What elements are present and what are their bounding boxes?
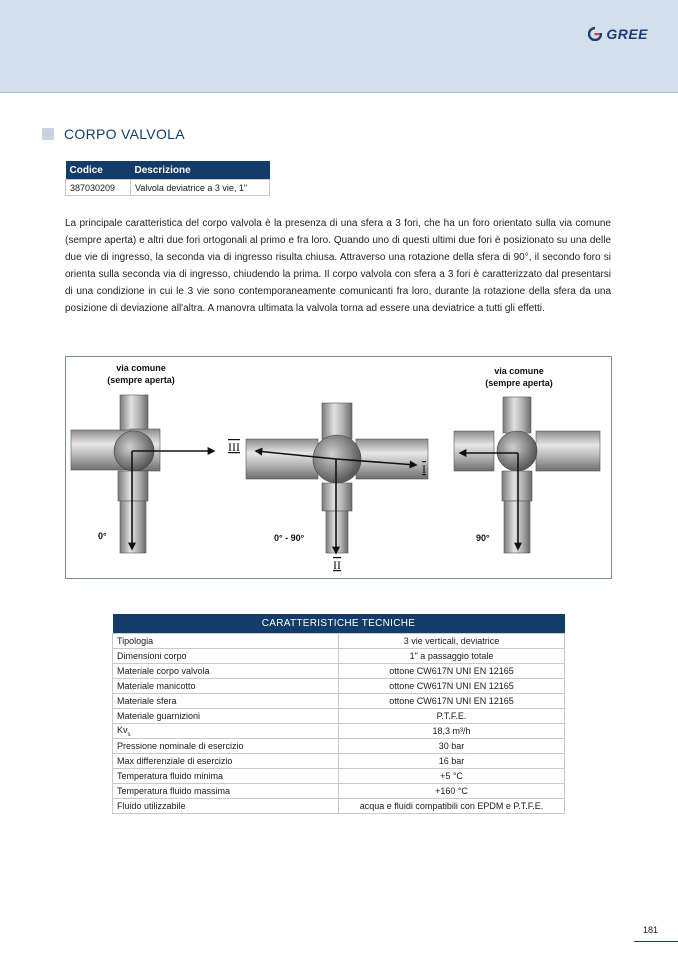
angle-right-label: 90° <box>476 533 490 543</box>
table-row <box>113 799 565 814</box>
spec-label: Materiale guarnizioni <box>113 709 339 724</box>
section-bullet <box>42 128 54 140</box>
code-cell: 387030209 <box>66 180 131 196</box>
code-header: Codice <box>66 161 131 180</box>
right-label-line2: (sempre aperta) <box>485 378 553 388</box>
port-label-right: I <box>422 462 426 476</box>
description-header: Descrizione <box>131 161 270 180</box>
page-number-rule <box>634 941 678 942</box>
spec-value: +160 °C <box>339 784 565 799</box>
brand-name: GREE <box>606 26 648 42</box>
table-row <box>66 180 270 196</box>
tech-table-header <box>113 614 565 634</box>
spec-label: Pressione nominale di esercizio <box>113 739 339 754</box>
spec-value: ottone CW617N UNI EN 12165 <box>339 679 565 694</box>
description-cell: Valvola deviatrice a 3 vie, 1" <box>131 180 270 196</box>
valve-diagram-drawing <box>66 357 611 578</box>
right-label-line1: via comune <box>494 366 544 376</box>
spec-value: acqua e fluidi compatibili con EPDM e P.T.F.E. <box>339 799 565 814</box>
table-row <box>113 739 565 754</box>
spec-value: ottone CW617N UNI EN 12165 <box>339 694 565 709</box>
spec-label: Max differenziale di esercizio <box>113 754 339 769</box>
angle-left-label: 0° <box>98 531 107 541</box>
gree-logo-icon <box>588 27 602 41</box>
section-title: CORPO VALVOLA <box>64 126 185 142</box>
left-label-line2: (sempre aperta) <box>107 375 175 385</box>
valve-right <box>454 397 600 553</box>
table-row <box>113 649 565 664</box>
table-row <box>113 709 565 724</box>
body-paragraph: La principale caratteristica del corpo valvola è la presenza di una sfera a 3 fori, che ha un foro orientato sulla via comune (sempre aperta) e altri due fori ortogonali al primo e fra loro. Quando uno di questi ultimi due fori è posizionato su una delle due vie di ingresso, la seconda via di ingresso risulta chiusa. Attraverso una rotazione della sfera di 90°, il secondo foro si orienta sulla seconda via di ingresso, chiudendo la prima. Il corpo valvola con sfera a 3 fori è caratterizzato dal presentarsi di una condizione in cui le 3 vie sono contemporaneamente comunicanti fra loro, durante la rotazione della sfera da una posizione di deviazione all'altra. A manovra ultimata la valvola torna ad essere una deviatrice a tutti gli effetti. <box>65 218 611 314</box>
code-table-header <box>66 161 270 180</box>
spec-label: Materiale sfera <box>113 694 339 709</box>
tech-table-title: CARATTERISTICHE TECNICHE <box>113 614 565 634</box>
table-row <box>113 694 565 709</box>
code-table <box>65 161 270 196</box>
valve-middle <box>246 403 428 553</box>
spec-value: P.T.F.E. <box>339 709 565 724</box>
spec-value: 16 bar <box>339 754 565 769</box>
spec-value: 3 vie verticali, deviatrice <box>339 634 565 649</box>
spec-value: ottone CW617N UNI EN 12165 <box>339 664 565 679</box>
spec-label: Materiale manicotto <box>113 679 339 694</box>
table-row <box>113 754 565 769</box>
spec-value: 18,3 m³/h <box>339 724 565 739</box>
port-label-bottom: II <box>333 558 341 572</box>
spec-label: Tipologia <box>113 634 339 649</box>
spec-label-kv-sub: s <box>127 731 131 738</box>
spec-label: Temperatura fluido minima <box>113 769 339 784</box>
table-row <box>113 769 565 784</box>
spec-label: Temperatura fluido massima <box>113 784 339 799</box>
table-row <box>113 664 565 679</box>
header-band <box>0 0 678 93</box>
angle-middle-label: 0° - 90° <box>274 533 305 543</box>
spec-label: Fluido utilizzabile <box>113 799 339 814</box>
table-row <box>113 724 565 739</box>
spec-label <box>113 724 339 739</box>
spec-label-kv: Kv <box>117 724 128 735</box>
spec-value: +5 °C <box>339 769 565 784</box>
port-label-left: III <box>228 440 240 454</box>
spec-value: 1" a passaggio totale <box>339 649 565 664</box>
tech-specs-table <box>112 614 565 814</box>
spec-label: Materiale corpo valvola <box>113 664 339 679</box>
section-heading <box>42 126 185 142</box>
valve-diagram <box>65 356 612 579</box>
left-label-line1: via comune <box>116 363 166 373</box>
table-row <box>113 679 565 694</box>
brand-logo <box>588 26 648 42</box>
table-row <box>113 784 565 799</box>
page-number: 181 <box>642 925 658 935</box>
table-row <box>113 634 565 649</box>
spec-value: 30 bar <box>339 739 565 754</box>
spec-label: Dimensioni corpo <box>113 649 339 664</box>
valve-left <box>71 395 214 553</box>
